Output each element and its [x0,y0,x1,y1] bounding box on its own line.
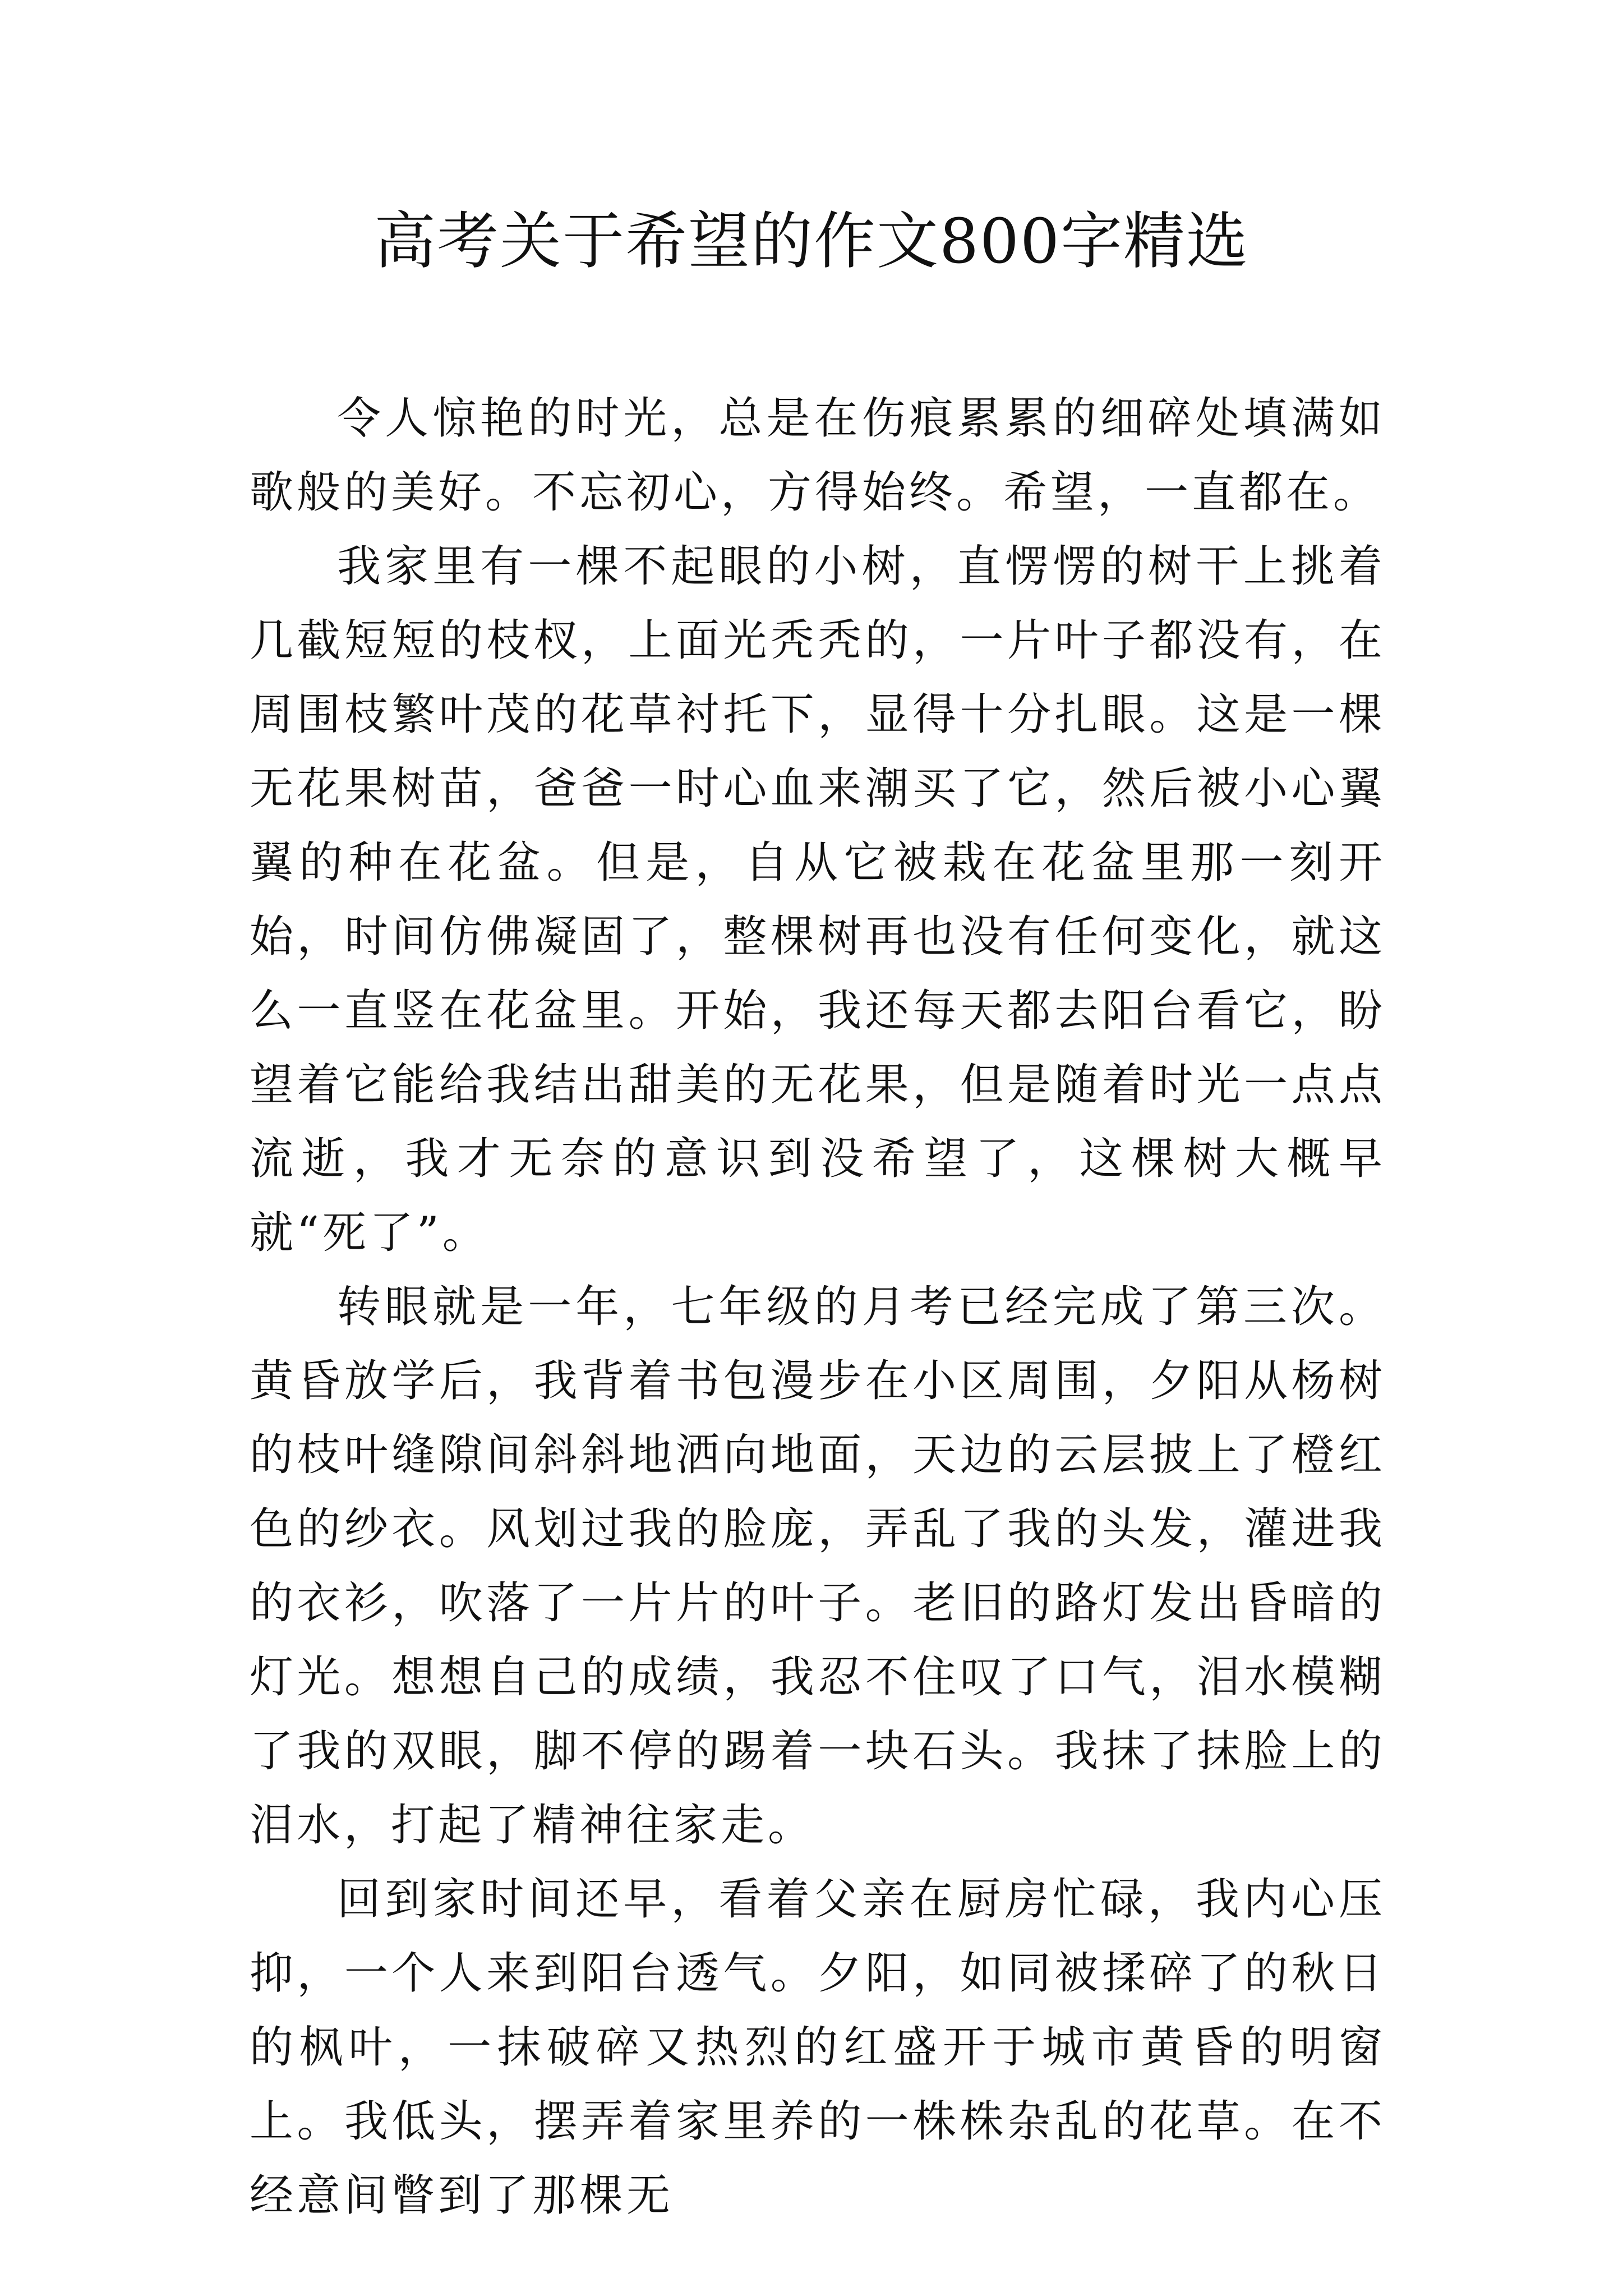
paragraph-1: 令人惊艳的时光，总是在伤痕累累的细碎处填满如歌般的美好。不忘初心，方得始终。希望，一直都在。 [250,393,1386,518]
document-body [250,381,1386,2233]
paragraph-2: 我家里有一棵不起眼的小树，直愣愣的树干上挑着几截短短的枝杈，上面光秃秃的，一片叶子都没有，在周围枝繁叶茂的花草衬托下，显得十分扎眼。这是一棵无花果树苗，爸爸一时心血来潮买了它，然后被小心翼翼的种在花盆。但是，自从它被栽在花盆里那一刻开始，时间仿佛凝固了，整棵树再也没有任何变化，就这么一直竖在花盆里。开始，我还每天都去阳台看它，盼望着它能给我结出甜美的无花果，但是随着时光一点点流逝，我才无奈的意识到没希望了，这棵树大概早就“死了”。 [250,541,1386,1258]
paragraph-3: 转眼就是一年，七年级的月考已经完成了第三次。黄昏放学后，我背着书包漫步在小区周围，夕阳从杨树的枝叶缝隙间斜斜地洒向地面，天边的云层披上了橙红色的纱衣。风划过我的脸庞，弄乱了我的头发，灌进我的衣衫，吹落了一片片的叶子。老旧的路灯发出昏暗的灯光。想想自己的成绩，我忍不住叹了口气，泪水模糊了我的双眼，脚不停的踢着一块石头。我抹了抹脸上的泪水，打起了精神往家走。 [250,1282,1386,1851]
paragraph-4: 回到家时间还早，看着父亲在厨房忙碌，我内心压抑，一个人来到阳台透气。夕阳，如同被揉碎了的秋日的枫叶，一抹破碎又热烈的红盛开于城市黄昏的明窗上。我低头，摆弄着家里养的一株株杂乱的花草。在不经意间瞥到了那棵无 [250,1874,1386,2221]
document-title: 高考关于希望的作文800字精选 [374,205,1249,277]
